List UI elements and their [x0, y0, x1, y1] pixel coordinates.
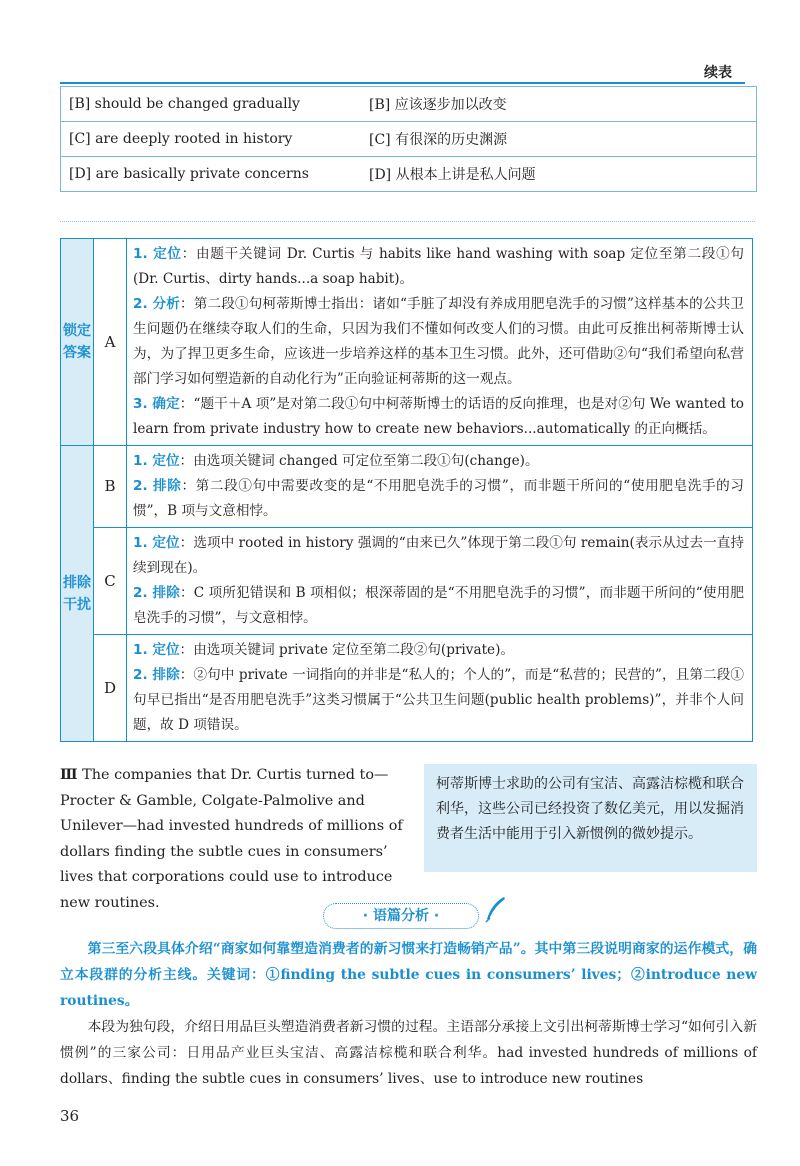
step-text: ：选项中 rooted in history 强调的“由来已久”体现于第二段①句 remain(表示从过去一直持续到现在)。	[133, 535, 744, 576]
list-item	[133, 449, 744, 474]
translation-box: 柯蒂斯博士求助的公司有宝洁、高露洁棕榄和联合利华，这些公司已经投资了数亿美元，用以发掘消费者生活中能用于引入新惯例的微妙提示。	[424, 764, 757, 872]
step-label: 2. 排除	[133, 478, 182, 494]
list-item	[133, 392, 744, 442]
table-top-rule	[60, 82, 745, 84]
step-label: 1. 定位	[133, 246, 182, 262]
distractor-letter: C	[94, 528, 127, 635]
step-text: ：“题干＋A 项”是对第二段①句中柯蒂斯博士的话语的反向推理，也是对②句 We wanted to learn from private industry how to create new behaviors...automatically 的正向概括。	[133, 396, 744, 437]
answer-letter: A	[94, 239, 127, 446]
step-text: ：由选项关键词 private 定位至第二段②句(private)。	[179, 642, 514, 658]
list-item	[133, 292, 744, 392]
passage-text: The companies that Dr. Curtis turned to—Procter & Gamble, Colgate-Palmolive and Unilever—had invested hundreds of millions of dollars finding the subtle cues in consumers’ lives that corporations could use to introduce new routines.	[60, 767, 403, 911]
page-number: 36	[60, 1107, 80, 1125]
step-text: ：由题干关键词 Dr. Curtis 与 habits like hand washing with soap 定位至第二段①句(Dr. Curtis、dirty hands...a soap habit)。	[133, 246, 744, 287]
exclude-label: 排除干扰	[61, 446, 94, 742]
step-label: 1. 定位	[133, 453, 180, 469]
option-zh: [B] 应该逐步加以改变	[361, 87, 757, 122]
continued-label: 续表	[704, 65, 732, 81]
answer-analysis	[127, 239, 753, 446]
list-item	[133, 242, 744, 292]
discourse-analysis-tag	[323, 903, 479, 929]
step-text: ：C 项所犯错误和 B 项相似；根深蒂固的是“不用肥皂洗手的习惯”，而非题干所问的“使用肥皂洗手的习惯”，与文意相悖。	[133, 585, 744, 626]
table-row	[61, 157, 757, 192]
option-en: [D] are basically private concerns	[61, 157, 362, 192]
table-row	[61, 87, 757, 122]
paragraph-numeral: Ⅲ	[60, 766, 78, 783]
answer-table	[60, 238, 753, 742]
distractor-analysis	[127, 446, 753, 528]
passage-paragraph	[60, 762, 416, 916]
list-item	[133, 638, 744, 663]
tag-label: · 语篇分析 ·	[362, 908, 440, 924]
table-row	[61, 122, 757, 157]
step-label: 2. 排除	[133, 667, 180, 683]
step-text: ：第二段①句柯蒂斯博士指出：诸如“手脏了却没有养成用肥皂洗手的习惯”这样基本的公共卫生问题仍在继续夺取人们的生命，只因为我们不懂如何改变人们的习惯。由此可反推出柯蒂斯博士认为，为了捍卫更多生命，应该进一步培养这样的基本卫生习惯。此外，还可借助②句“我们希望向私营部门学习如何塑造新的自动化行为”正向验证柯蒂斯的这一观点。	[133, 296, 744, 387]
table-row	[61, 635, 753, 742]
table-row	[61, 528, 753, 635]
analysis-intro: 第三至六段具体介绍“商家如何靠塑造消费者的新习惯来打造畅销产品”。其中第三段说明商家的运作模式，确立本段群的分析主线。关键词：①finding the subtle cues in consumers’ lives；②introduce new routines。	[60, 941, 757, 1009]
step-label: 1. 定位	[133, 642, 180, 658]
distractor-analysis	[127, 528, 753, 635]
options-table	[60, 86, 757, 192]
step-label: 2. 分析	[133, 296, 181, 312]
distractor-analysis	[127, 635, 753, 742]
list-item	[133, 474, 744, 524]
distractor-letter: B	[94, 446, 127, 528]
table-row	[61, 239, 753, 446]
step-label: 2. 排除	[133, 585, 181, 601]
list-item	[133, 581, 744, 631]
analysis-body: 本段为独句段，介绍日用品巨头塑造消费者新习惯的过程。主语部分承接上文引出柯蒂斯博士学习“如何引入新惯例”的三家公司：日用品产业巨头宝洁、高露洁棕榄和联合利华。had invested hundreds of millions of dollars、finding the subtle cues in consumers’ lives、use to introduce new routines	[60, 1019, 757, 1087]
locked-answer-label: 锁定答案	[61, 239, 94, 446]
step-label: 1. 定位	[133, 535, 180, 551]
step-text: ：第二段①句中需要改变的是“不用肥皂洗手的习惯”，而非题干所问的“使用肥皂洗手的习惯”，B 项与文意相悖。	[133, 478, 744, 519]
step-text: ：②句中 private 一词指向的并非是“私人的；个人的”，而是“私营的；民营的”，且第二段①句早已指出“是否用肥皂洗手”这类习惯属于“公共卫生问题(public health problems)”，并非个人问题，故 D 项错误。	[133, 667, 744, 733]
option-zh: [D] 从根本上讲是私人问题	[361, 157, 757, 192]
table-row	[61, 446, 753, 528]
distractor-letter: D	[94, 635, 127, 742]
option-en: [C] are deeply rooted in history	[61, 122, 362, 157]
list-item	[133, 663, 744, 738]
quill-pen-icon	[482, 895, 508, 925]
option-en: [B] should be changed gradually	[61, 87, 362, 122]
step-label: 3. 确定	[133, 396, 180, 412]
step-text: ：由选项关键词 changed 可定位至第二段①句(change)。	[179, 453, 539, 469]
list-item	[133, 531, 744, 581]
option-zh: [C] 有很深的历史渊源	[361, 122, 757, 157]
dotted-divider	[60, 221, 755, 222]
